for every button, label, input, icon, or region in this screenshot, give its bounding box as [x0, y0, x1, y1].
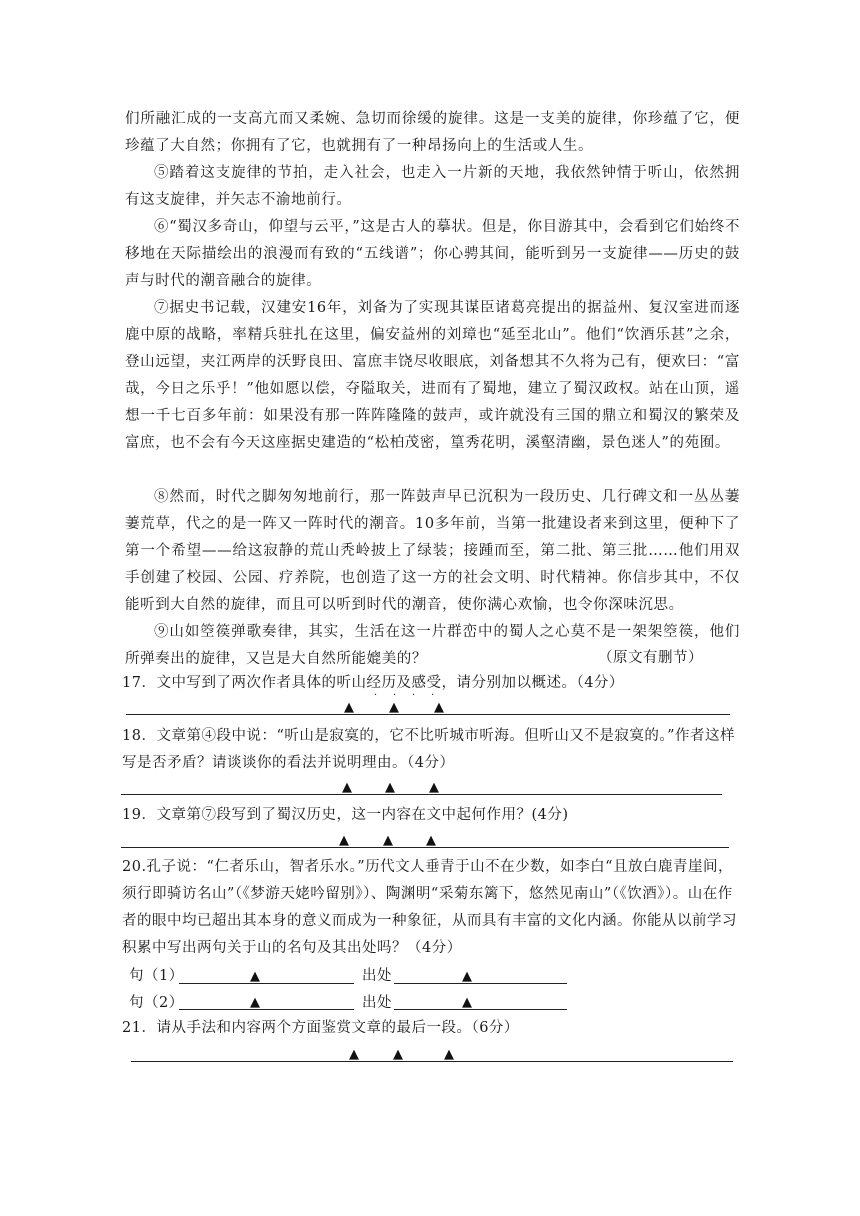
sentence-1-blank[interactable] — [179, 983, 354, 984]
source-1-blank[interactable] — [394, 983, 567, 984]
answer-marker-triangle: ▲ — [389, 700, 399, 715]
answer-marker-triangle: ▲ — [383, 833, 393, 848]
sentence-2-blank[interactable] — [179, 1009, 354, 1010]
answer-marker-triangle: ▲ — [250, 969, 260, 984]
answer-marker-triangle: ▲ — [462, 995, 472, 1010]
sentence-1-label: 句（1） — [129, 968, 184, 984]
answer-marker-triangle: ▲ — [385, 780, 395, 795]
answer-marker-triangle: ▲ — [462, 969, 472, 984]
question-19: 19．文章第⑦段写到了蜀汉历史，这一内容在文中起何作用？(4分) — [122, 807, 569, 823]
passage-paragraph-7: ⑦据史书记载，汉建安16年，刘备为了实现其谋臣诸葛亮提出的据益州、复汉室进而逐鹿中原的战略，率精兵驻扎在这里，偏安益州的刘璋也“延至北山”。他们“饮酒乐甚”之余，登山远望，夹江两岸的沃野良田、富庶丰饶尽收眼底，刘备想其不久将为己有，便欢曰：“富哉，今日之乐乎！”他如愿以偿，夺隘取关，进而有了蜀地，建立了蜀汉政权。站在山顶，遥想一千七百多年前：如果没有那一阵阵隆隆的鼓声，或许就没有三国的鼎立和蜀汉的繁荣及富庶，也不会有今天这座据史建造的“松柏茂密，篁秀花明，溪壑清幽，景色迷人”的苑囿。 — [125, 300, 740, 451]
passage-paragraph-6: ⑥“蜀汉多奇山，仰望与云平，”这是古人的摹状。但是，你目游其中，会看到它们始终不移地在天际描绘出的浪漫而有致的“五线谱”；你心骋其间，能听到另一支旋律——历史的鼓声与时代的潮音融合的旋律。 — [125, 219, 740, 289]
answer-marker-triangle: ▲ — [426, 833, 436, 848]
answer-marker-triangle: ▲ — [444, 1047, 454, 1062]
answer-marker-triangle: ▲ — [250, 995, 260, 1010]
answer-marker-triangle: ▲ — [349, 1047, 359, 1062]
question-18: 18．文章第④段中说：“听山是寂寞的，它不比听城市听海。但听山又不是寂寞的。”作者这样写是否矛盾？请谈谈你的看法并说明理由。（4分） — [122, 728, 736, 771]
answer-line-18[interactable] — [121, 794, 722, 795]
answer-marker-triangle: ▲ — [393, 1047, 403, 1062]
sentence-2-label: 句（2） — [129, 995, 184, 1011]
answer-marker-triangle: ▲ — [434, 700, 444, 715]
source-2-blank[interactable] — [394, 1009, 567, 1010]
passage-paragraph-9: ⑨山如箜篌弹歌奏律，其实，生活在这一片群峦中的蜀人之心莫不是一架架箜篌，他们所弹奏出的旋律，又岂是大自然所能媲美的？ — [125, 624, 740, 667]
passage-paragraph-continued: 们所融汇成的一支高亢而又柔婉、急切而徐缓的旋律。这是一支美的旋律，你珍蕴了它，便珍蕴了大自然；你拥有了它，也就拥有了一种昂扬向上的生活或人生。 — [125, 111, 740, 154]
emphasis-dot: · — [393, 690, 397, 701]
answer-marker-triangle: ▲ — [429, 780, 439, 795]
source-1-label: 出处 — [362, 968, 392, 984]
answer-marker-triangle: ▲ — [344, 700, 354, 715]
answer-marker-triangle: ▲ — [339, 833, 349, 848]
question-17: 17．文中写到了两次作者具体的听山经历及感受，请分别加以概述。（4分） — [122, 675, 624, 691]
question-21: 21．请从手法和内容两个方面鉴赏文章的最后一段。（6分） — [122, 1020, 519, 1036]
answer-marker-triangle: ▲ — [342, 780, 352, 795]
source-note: （原文有删节） — [598, 650, 703, 666]
answer-line-21[interactable] — [131, 1061, 733, 1062]
emphasis-dot: · — [431, 690, 435, 701]
emphasis-dot: · — [412, 690, 416, 701]
passage-paragraph-8: ⑧然而，时代之脚匆匆地前行，那一阵鼓声早已沉积为一段历史、几行碑文和一丛丛萋萋荒草，代之的是一阵又一阵时代的潮音。10多年前，当第一批建设者来到这里，便种下了第一个希望——给这寂静的荒山秃岭披上了绿装；接踵而至，第二批、第三批……他们用双手创建了校园、公园、疗养院，也创造了这一方的社会文明、时代精神。你信步其中，不仅能听到大自然的旋律，而且可以听到时代的潮音，使你满心欢愉，也令你深味沉思。 — [125, 489, 740, 613]
question-20: 20.孔子说：“仁者乐山，智者乐水。”历代文人垂青于山不在少数，如李白“且放白鹿青崖间，须行即骑访名山”（《梦游天姥吟留别》）、陶渊明“采菊东篱下，悠然见南山”（《饮酒》）。山在作者的眼中均已超出其本身的意义而成为一种象征，从而具有丰富的文化内涵。你能从以前学习积累中写出两句关于山的名句及其出处吗？（4分） — [122, 859, 737, 956]
answer-line-17[interactable] — [126, 714, 730, 715]
source-2-label: 出处 — [362, 995, 392, 1011]
emphasis-dot: · — [374, 690, 378, 701]
answer-line-19[interactable] — [121, 847, 729, 848]
passage-paragraph-5: ⑤踏着这支旋律的节拍，走入社会，也走入一片新的天地，我依然钟情于听山，依然拥有这支旋律，并矢志不渝地前行。 — [125, 165, 740, 208]
